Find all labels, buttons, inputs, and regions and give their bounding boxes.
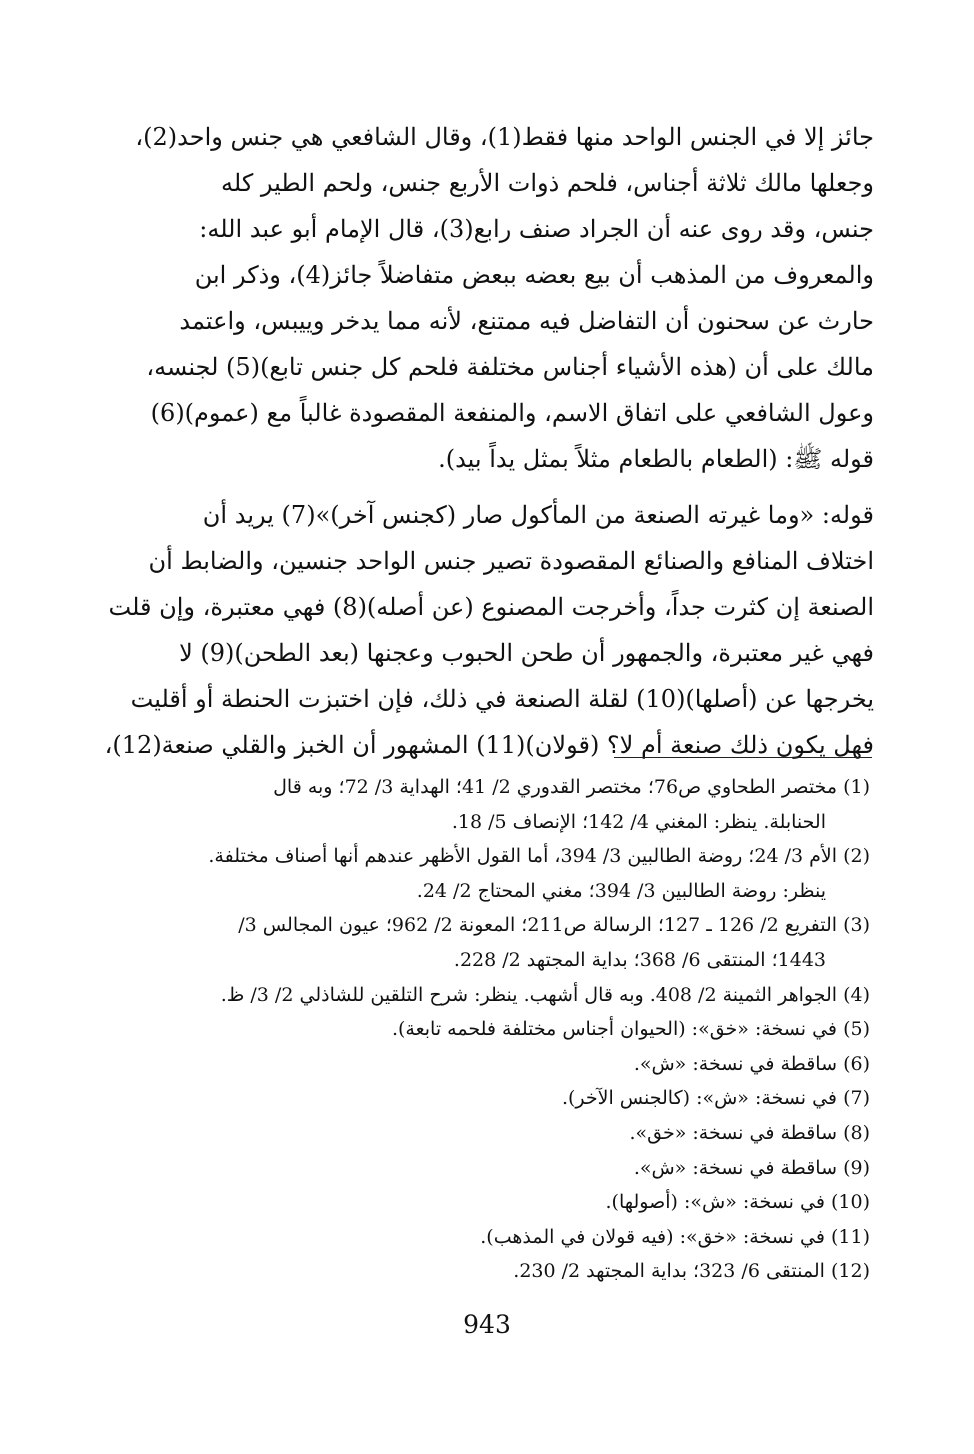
footnote: [118, 839, 870, 908]
footnote: [118, 1012, 870, 1047]
footnote: [118, 1185, 870, 1220]
footnote: [118, 1116, 870, 1151]
footnote: [118, 1151, 870, 1186]
footnote-text: ساقطة في نسخة: «ش».: [633, 1156, 838, 1179]
footnote-text: مختصر الطحاوي ص76؛ مختصر القدوري 2/ 41؛ الهداية 3/ 72؛ وبه قال: [273, 776, 838, 798]
text-line: جنس، وقد روى عنه أن الجراد صنف رابع(3)، قال الإمام أبو عبد الله:: [199, 215, 874, 243]
footnote-text: التفريع 2/ 126 ـ 127؛ الرسالة ص211؛ المعونة 2/ 962؛ عيون المجالس 3/: [238, 914, 838, 937]
footnote: [118, 770, 870, 839]
footnote-text: المنتقى 6/ 323؛ بداية المجتهد 2/ 230.: [513, 1260, 825, 1283]
text-line: وجعلها مالك ثلاثة أجناس، فلحم ذوات الأربع جنس، ولحم الطير كله: [221, 169, 874, 197]
footnote-number: (10): [830, 1191, 870, 1214]
footnote: [118, 1220, 870, 1255]
footnote: [118, 978, 870, 1013]
text-line: والمعروف من المذهب أن بيع بعضه ببعض متفاضلاً جائز(4)، وذكر ابن: [194, 261, 874, 289]
footnote-number: (9): [843, 1156, 870, 1179]
paragraph-1: [118, 114, 874, 482]
footnote-number: (11): [830, 1225, 870, 1248]
footnote-number: (2): [843, 845, 870, 868]
text-line: فهل يكون ذلك صنعة أم لا؟ (قولان)(11) المشهور أن الخبز والقلي صنعة(12)،: [104, 731, 874, 759]
footnote-number: (8): [843, 1121, 870, 1144]
footnote-text: في نسخة: «خق»: (الحيوان أجناس مختلفة فلحمه تابعة).: [391, 1018, 838, 1041]
paragraph-2: [104, 492, 874, 768]
footnote: [118, 1047, 870, 1082]
footnote: [118, 908, 870, 977]
footnote: [118, 1254, 870, 1289]
text-line: فهي غير معتبرة، والجمهور أن طحن الحبوب وعجنها (بعد الطحن)(9) لا: [179, 639, 874, 667]
footnote-text: في نسخة: «خق»: (فيه قولان في المذهب).: [480, 1225, 825, 1248]
text-line: يخرجها عن (أصلها)(10) لقلة الصنعة في ذلك، فإن اختبزت الحنطة أو أقليت: [130, 685, 874, 713]
footnotes: [118, 770, 870, 1289]
footnote-text: في نسخة: «ش»: (كالجنس الآخر).: [561, 1087, 838, 1110]
footnote-text: الأم 3/ 24؛ روضة الطالبين 3/ 394، أما القول الأظهر عندهم أنها أصناف مختلفة.: [208, 845, 838, 868]
text-line: مالك على أن (هذه الأشياء أجناس مختلفة فلحم كل جنس تابع)(5) لجنسه،: [146, 353, 874, 381]
footnote-text: ساقطة في نسخة: «خق».: [629, 1121, 838, 1144]
footnote-number: (6): [843, 1052, 870, 1075]
footnote-number: (7): [843, 1087, 870, 1110]
footnote-separator: [614, 757, 872, 758]
text-line: وعول الشافعي على اتفاق الاسم، والمنفعة المقصودة غالباً مع (عموم)(6): [150, 399, 874, 427]
text-line: قوله ﷺ: (الطعام بالطعام مثلاً بمثل يداً بيد).: [438, 445, 874, 473]
footnote: [118, 1081, 870, 1116]
footnote-number: (1): [843, 776, 870, 798]
text-line: الصنعة إن كثرت جداً، وأخرجت المصنوع (عن أصله)(8) فهي معتبرة، وإن قلت: [108, 593, 874, 621]
footnote-text: الحنابلة. ينظر: المغني 4/ 142؛ الإنصاف 5/ 18.: [451, 810, 826, 833]
footnote-number: (12): [830, 1260, 870, 1283]
footnote-number: (5): [843, 1018, 870, 1041]
text-line: جائز إلا في الجنس الواحد منها فقط(1)، وقال الشافعي هي جنس واحد(2)،: [135, 123, 874, 151]
text-line: اختلاف المنافع والصنائع المقصودة تصير جنس الواحد جنسين، والضابط أن: [148, 547, 874, 575]
main-text: [104, 114, 874, 768]
footnote-number: (3): [843, 914, 870, 937]
footnote-text: ينظر: روضة الطالبين 3/ 394؛ مغني المحتاج 2/ 24.: [416, 879, 826, 902]
text-line: قوله: «وما غيرته الصنعة من المأكول صار (كجنس آخر)»(7) يريد أن: [202, 501, 874, 529]
footnote-number: (4): [843, 983, 870, 1006]
footnote-text: ساقطة في نسخة: «ش».: [633, 1052, 838, 1075]
footnote-text: في نسخة: «ش»: (أصولها).: [605, 1191, 825, 1214]
footnote-text: الجواهر الثمينة 2/ 408. وبه قال أشهب. ينظر: شرح التلقين للشاذلي 2/ 3/ ظ.: [220, 983, 838, 1006]
text-line: حارث عن سحنون أن التفاضل فيه ممتنع، لأنه مما يدخر وييبس، واعتمد: [179, 307, 874, 335]
footnote-text: 1443؛ المنتقى 6/ 368؛ بداية المجتهد 2/ 228.: [453, 948, 826, 971]
page-number: 943: [463, 1310, 511, 1339]
